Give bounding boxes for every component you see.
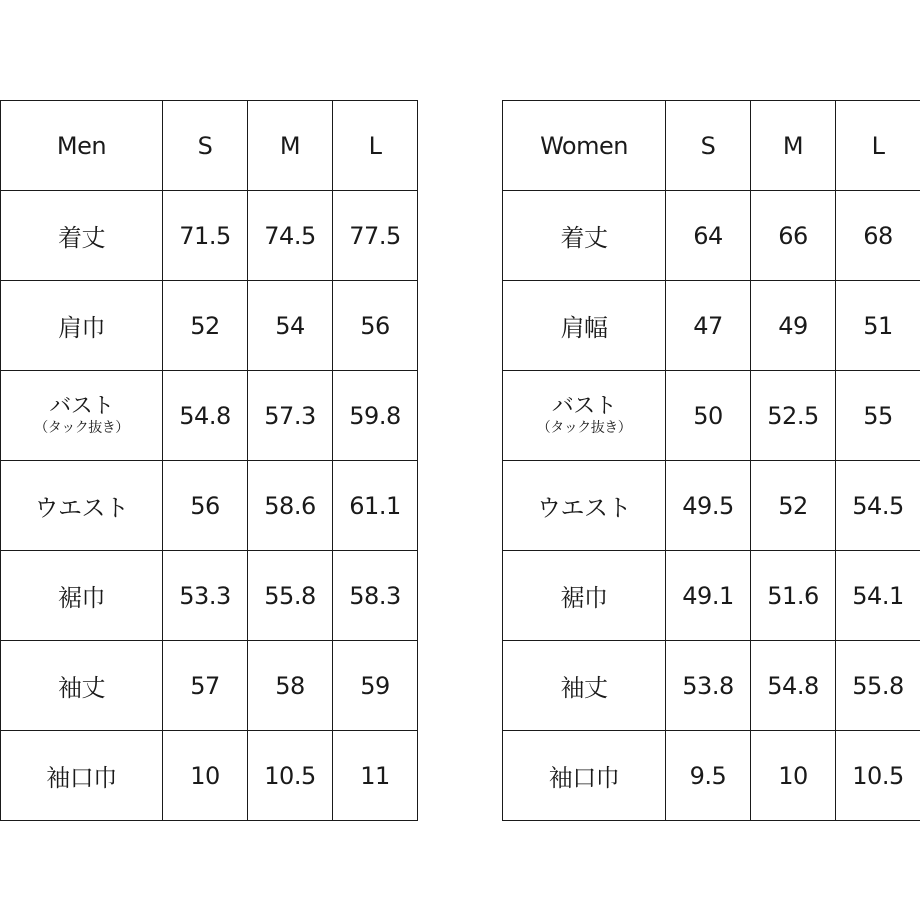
value-cell: 10	[163, 731, 248, 821]
table-row	[1, 281, 418, 371]
value-cell: 49	[751, 281, 836, 371]
row-sublabel-bust: （タック抜き）	[536, 419, 632, 436]
value-cell: 47	[666, 281, 751, 371]
value-cell: 50	[666, 371, 751, 461]
value-cell: 11	[333, 731, 418, 821]
row-label-bust-cell	[503, 371, 666, 461]
value-cell: 57	[163, 641, 248, 731]
row-sublabel-bust: （タック抜き）	[34, 419, 129, 436]
row-label-bust-cell	[1, 371, 163, 461]
value-cell: 10.5	[248, 731, 333, 821]
value-cell: 55.8	[836, 641, 920, 731]
row-label-hem: 裾巾	[503, 551, 666, 641]
row-label-shoulder: 肩幅	[503, 281, 666, 371]
value-cell: 49.5	[666, 461, 751, 551]
row-label-shoulder: 肩巾	[1, 281, 163, 371]
row-label-length: 着丈	[503, 191, 666, 281]
value-cell: 54.8	[751, 641, 836, 731]
row-label-cuff: 袖口巾	[503, 731, 666, 821]
table-title: Women	[503, 101, 666, 191]
value-cell: 57.3	[248, 371, 333, 461]
table-header-row	[503, 101, 920, 191]
table-header-row	[1, 101, 418, 191]
value-cell: 59.8	[333, 371, 418, 461]
value-cell: 54.5	[836, 461, 920, 551]
value-cell: 49.1	[666, 551, 751, 641]
row-label-waist: ウエスト	[503, 461, 666, 551]
row-label-waist: ウエスト	[1, 461, 163, 551]
size-header-m: M	[248, 101, 333, 191]
table-row	[503, 371, 920, 461]
value-cell: 59	[333, 641, 418, 731]
size-header-l: L	[836, 101, 920, 191]
value-cell: 52	[751, 461, 836, 551]
value-cell: 53.8	[666, 641, 751, 731]
value-cell: 54	[248, 281, 333, 371]
value-cell: 71.5	[163, 191, 248, 281]
value-cell: 74.5	[248, 191, 333, 281]
value-cell: 58	[248, 641, 333, 731]
men-size-table	[0, 100, 418, 821]
value-cell: 55	[836, 371, 920, 461]
value-cell: 77.5	[333, 191, 418, 281]
size-header-l: L	[333, 101, 418, 191]
value-cell: 9.5	[666, 731, 751, 821]
value-cell: 68	[836, 191, 920, 281]
value-cell: 51	[836, 281, 920, 371]
row-label-hem: 裾巾	[1, 551, 163, 641]
value-cell: 54.8	[163, 371, 248, 461]
value-cell: 52.5	[751, 371, 836, 461]
table-row	[1, 371, 418, 461]
row-label-sleeve-length: 袖丈	[1, 641, 163, 731]
table-row	[1, 191, 418, 281]
value-cell: 54.1	[836, 551, 920, 641]
value-cell: 10.5	[836, 731, 920, 821]
value-cell: 58.6	[248, 461, 333, 551]
value-cell: 55.8	[248, 551, 333, 641]
row-label-sleeve-length: 袖丈	[503, 641, 666, 731]
value-cell: 56	[333, 281, 418, 371]
row-label-cuff: 袖口巾	[1, 731, 163, 821]
value-cell: 61.1	[333, 461, 418, 551]
table-row	[1, 641, 418, 731]
table-title: Men	[1, 101, 163, 191]
value-cell: 64	[666, 191, 751, 281]
table-row	[503, 461, 920, 551]
value-cell: 52	[163, 281, 248, 371]
value-cell: 51.6	[751, 551, 836, 641]
table-row	[503, 551, 920, 641]
table-row	[503, 191, 920, 281]
value-cell: 10	[751, 731, 836, 821]
table-row	[503, 731, 920, 821]
value-cell: 53.3	[163, 551, 248, 641]
row-label-bust: バスト	[49, 393, 114, 419]
size-header-m: M	[751, 101, 836, 191]
women-size-table	[502, 100, 920, 821]
table-row	[1, 731, 418, 821]
value-cell: 66	[751, 191, 836, 281]
table-row	[1, 551, 418, 641]
size-header-s: S	[666, 101, 751, 191]
value-cell: 56	[163, 461, 248, 551]
table-row	[503, 641, 920, 731]
row-label-length: 着丈	[1, 191, 163, 281]
size-header-s: S	[163, 101, 248, 191]
table-row	[1, 461, 418, 551]
row-label-bust: バスト	[551, 393, 617, 419]
value-cell: 58.3	[333, 551, 418, 641]
table-row	[503, 281, 920, 371]
